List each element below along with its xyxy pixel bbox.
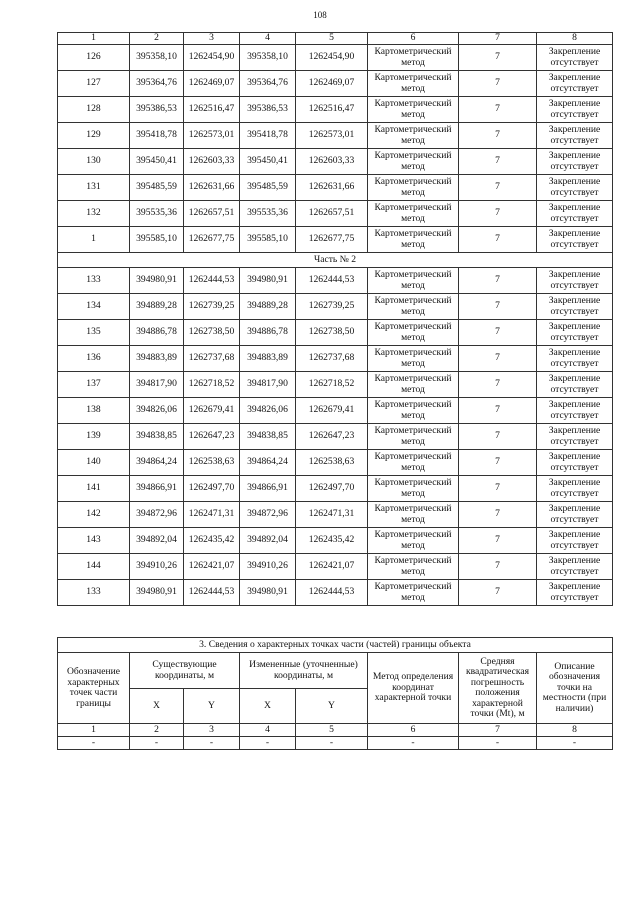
changed-y-cell: 1262454,90 (296, 45, 368, 71)
changed-y-cell: 1262469,07 (296, 71, 368, 97)
point-number-cell: 141 (58, 476, 130, 502)
column-number: 7 (459, 33, 537, 45)
table-row (58, 123, 613, 149)
empty-cell: - (537, 737, 613, 750)
changed-x-cell: 394883,89 (240, 346, 296, 372)
boundary-points-body (58, 33, 613, 606)
existing-x-cell: 394889,28 (130, 294, 184, 320)
point-number-cell: 142 (58, 502, 130, 528)
marking-cell: Закрепление отсутствует (537, 502, 613, 528)
changed-x-cell: 395450,41 (240, 149, 296, 175)
method-cell: Картометрический метод (368, 424, 459, 450)
changed-y-cell: 1262739,25 (296, 294, 368, 320)
accuracy-cell: 7 (459, 175, 537, 201)
existing-x-cell: 395485,59 (130, 175, 184, 201)
marking-cell: Закрепление отсутствует (537, 528, 613, 554)
accuracy-cell: 7 (459, 476, 537, 502)
existing-y-cell: 1262497,70 (184, 476, 240, 502)
accuracy-cell: 7 (459, 372, 537, 398)
existing-y-cell: 1262469,07 (184, 71, 240, 97)
changed-x-cell: 394886,78 (240, 320, 296, 346)
table-row (58, 372, 613, 398)
marking-header: Описание обозначения точки на местности (при наличии) (537, 653, 613, 724)
boundary-points-table (57, 32, 613, 606)
table-row (58, 476, 613, 502)
point-number-cell: 143 (58, 528, 130, 554)
point-number-cell: 137 (58, 372, 130, 398)
existing-x-cell: 394980,91 (130, 268, 184, 294)
changed-x-cell: 394826,06 (240, 398, 296, 424)
method-cell: Картометрический метод (368, 476, 459, 502)
section3-column-number-row (58, 724, 613, 737)
changed-x-header: X (240, 689, 296, 724)
existing-x-cell: 394910,26 (130, 554, 184, 580)
empty-cell: - (459, 737, 537, 750)
method-cell: Картометрический метод (368, 346, 459, 372)
changed-coords-header: Измененные (уточненные) координаты, м (240, 653, 368, 689)
column-number: 3 (184, 724, 240, 737)
accuracy-cell: 7 (459, 346, 537, 372)
table-row (58, 294, 613, 320)
changed-y-cell: 1262497,70 (296, 476, 368, 502)
method-cell: Картометрический метод (368, 502, 459, 528)
column-number: 8 (537, 33, 613, 45)
changed-x-cell: 394910,26 (240, 554, 296, 580)
marking-cell: Закрепление отсутствует (537, 476, 613, 502)
empty-cell: - (130, 737, 184, 750)
changed-x-cell: 395364,76 (240, 71, 296, 97)
method-cell: Картометрический метод (368, 554, 459, 580)
marking-cell: Закрепление отсутствует (537, 554, 613, 580)
method-cell: Картометрический метод (368, 71, 459, 97)
point-designation-header: Обозначение характерных точек части границы (58, 653, 130, 724)
accuracy-cell: 7 (459, 320, 537, 346)
existing-x-cell: 395535,36 (130, 201, 184, 227)
changed-y-cell: 1262603,33 (296, 149, 368, 175)
existing-x-cell: 395364,76 (130, 71, 184, 97)
point-number-cell: 130 (58, 149, 130, 175)
existing-x-cell: 394826,06 (130, 398, 184, 424)
existing-y-cell: 1262454,90 (184, 45, 240, 71)
point-number-cell: 138 (58, 398, 130, 424)
method-cell: Картометрический метод (368, 175, 459, 201)
column-number: 1 (58, 724, 130, 737)
existing-y-cell: 1262677,75 (184, 227, 240, 253)
marking-cell: Закрепление отсутствует (537, 149, 613, 175)
point-number-cell: 129 (58, 123, 130, 149)
point-number-cell: 139 (58, 424, 130, 450)
accuracy-cell: 7 (459, 97, 537, 123)
marking-cell: Закрепление отсутствует (537, 424, 613, 450)
changed-x-cell: 394838,85 (240, 424, 296, 450)
point-number-cell: 136 (58, 346, 130, 372)
existing-y-cell: 1262471,31 (184, 502, 240, 528)
table-row (58, 502, 613, 528)
method-cell: Картометрический метод (368, 450, 459, 476)
existing-y-cell: 1262603,33 (184, 149, 240, 175)
method-cell: Картометрический метод (368, 97, 459, 123)
point-number-cell: 135 (58, 320, 130, 346)
point-number-cell: 127 (58, 71, 130, 97)
existing-x-cell: 394864,24 (130, 450, 184, 476)
marking-cell: Закрепление отсутствует (537, 346, 613, 372)
existing-x-cell: 395418,78 (130, 123, 184, 149)
table-row (58, 149, 613, 175)
accuracy-cell: 7 (459, 71, 537, 97)
changed-y-cell: 1262631,66 (296, 175, 368, 201)
marking-cell: Закрепление отсутствует (537, 294, 613, 320)
existing-y-header: Y (184, 689, 240, 724)
empty-cell: - (296, 737, 368, 750)
accuracy-cell: 7 (459, 502, 537, 528)
accuracy-cell: 7 (459, 528, 537, 554)
changed-x-cell: 395585,10 (240, 227, 296, 253)
accuracy-cell: 7 (459, 294, 537, 320)
existing-x-cell: 394817,90 (130, 372, 184, 398)
method-cell: Картометрический метод (368, 45, 459, 71)
existing-x-cell: 395450,41 (130, 149, 184, 175)
table-row (58, 580, 613, 606)
changed-y-cell: 1262435,42 (296, 528, 368, 554)
column-number: 4 (240, 724, 296, 737)
marking-cell: Закрепление отсутствует (537, 201, 613, 227)
changed-y-cell: 1262421,07 (296, 554, 368, 580)
point-number-cell: 144 (58, 554, 130, 580)
column-number: 6 (368, 33, 459, 45)
existing-y-cell: 1262516,47 (184, 97, 240, 123)
marking-cell: Закрепление отсутствует (537, 268, 613, 294)
empty-cell: - (184, 737, 240, 750)
changed-x-cell: 394889,28 (240, 294, 296, 320)
accuracy-cell: 7 (459, 398, 537, 424)
changed-x-cell: 395535,36 (240, 201, 296, 227)
existing-x-cell: 395585,10 (130, 227, 184, 253)
point-number-cell: 1 (58, 227, 130, 253)
changed-y-cell: 1262444,53 (296, 580, 368, 606)
changed-x-cell: 394980,91 (240, 268, 296, 294)
column-number: 3 (184, 33, 240, 45)
marking-cell: Закрепление отсутствует (537, 45, 613, 71)
point-number-cell: 133 (58, 268, 130, 294)
method-cell: Картометрический метод (368, 528, 459, 554)
section3-table (57, 637, 613, 750)
accuracy-cell: 7 (459, 580, 537, 606)
table-row (58, 71, 613, 97)
existing-x-cell: 394866,91 (130, 476, 184, 502)
point-number-cell: 140 (58, 450, 130, 476)
accuracy-cell: 7 (459, 149, 537, 175)
table-row (58, 528, 613, 554)
changed-y-cell: 1262677,75 (296, 227, 368, 253)
existing-x-cell: 395386,53 (130, 97, 184, 123)
method-cell: Картометрический метод (368, 320, 459, 346)
method-cell: Картометрический метод (368, 201, 459, 227)
section3-header-row (58, 653, 613, 689)
accuracy-cell: 7 (459, 201, 537, 227)
point-number-cell: 131 (58, 175, 130, 201)
changed-x-cell: 394980,91 (240, 580, 296, 606)
column-number-row (58, 33, 613, 45)
method-cell: Картометрический метод (368, 294, 459, 320)
point-number-cell: 133 (58, 580, 130, 606)
changed-y-cell: 1262738,50 (296, 320, 368, 346)
changed-y-cell: 1262718,52 (296, 372, 368, 398)
existing-y-cell: 1262738,50 (184, 320, 240, 346)
marking-cell: Закрепление отсутствует (537, 320, 613, 346)
marking-cell: Закрепление отсутствует (537, 71, 613, 97)
empty-cell: - (368, 737, 459, 750)
existing-x-cell: 394892,04 (130, 528, 184, 554)
table-row (58, 450, 613, 476)
existing-y-cell: 1262421,07 (184, 554, 240, 580)
existing-x-header: X (130, 689, 184, 724)
marking-cell: Закрепление отсутствует (537, 450, 613, 476)
table-row (58, 320, 613, 346)
changed-x-cell: 395418,78 (240, 123, 296, 149)
column-number: 4 (240, 33, 296, 45)
empty-cell: - (240, 737, 296, 750)
existing-y-cell: 1262444,53 (184, 268, 240, 294)
method-cell: Картометрический метод (368, 227, 459, 253)
accuracy-cell: 7 (459, 268, 537, 294)
marking-cell: Закрепление отсутствует (537, 580, 613, 606)
accuracy-cell: 7 (459, 227, 537, 253)
method-cell: Картометрический метод (368, 149, 459, 175)
table-row (58, 268, 613, 294)
point-number-cell: 128 (58, 97, 130, 123)
column-number: 1 (58, 33, 130, 45)
existing-y-cell: 1262538,63 (184, 450, 240, 476)
part-heading-row (58, 253, 613, 268)
table-row (58, 201, 613, 227)
accuracy-cell: 7 (459, 45, 537, 71)
method-cell: Картометрический метод (368, 268, 459, 294)
table-row (58, 398, 613, 424)
changed-x-cell: 395358,10 (240, 45, 296, 71)
accuracy-cell: 7 (459, 123, 537, 149)
changed-y-cell: 1262679,41 (296, 398, 368, 424)
accuracy-header: Средняя квадратическая погрешность положения характерной точки (Mt), м (459, 653, 537, 724)
changed-y-cell: 1262516,47 (296, 97, 368, 123)
table-row (58, 97, 613, 123)
changed-y-cell: 1262737,68 (296, 346, 368, 372)
column-number: 2 (130, 724, 184, 737)
table-row (58, 175, 613, 201)
changed-y-cell: 1262657,51 (296, 201, 368, 227)
accuracy-cell: 7 (459, 424, 537, 450)
changed-y-cell: 1262538,63 (296, 450, 368, 476)
point-number-cell: 126 (58, 45, 130, 71)
changed-y-cell: 1262471,31 (296, 502, 368, 528)
empty-cell: - (58, 737, 130, 750)
existing-y-cell: 1262718,52 (184, 372, 240, 398)
point-number-cell: 134 (58, 294, 130, 320)
existing-x-cell: 394883,89 (130, 346, 184, 372)
marking-cell: Закрепление отсутствует (537, 123, 613, 149)
existing-y-cell: 1262657,51 (184, 201, 240, 227)
changed-y-cell: 1262573,01 (296, 123, 368, 149)
marking-cell: Закрепление отсутствует (537, 175, 613, 201)
changed-x-cell: 394864,24 (240, 450, 296, 476)
column-number: 5 (296, 724, 368, 737)
table-row (58, 346, 613, 372)
changed-y-cell: 1262444,53 (296, 268, 368, 294)
accuracy-cell: 7 (459, 554, 537, 580)
changed-x-cell: 395386,53 (240, 97, 296, 123)
section3-title: 3. Сведения о характерных точках части (частей) границы объекта (58, 638, 613, 653)
point-number-cell: 132 (58, 201, 130, 227)
existing-y-cell: 1262435,42 (184, 528, 240, 554)
existing-x-cell: 394872,96 (130, 502, 184, 528)
method-header: Метод определения координат характерной точки (368, 653, 459, 724)
changed-x-cell: 394872,96 (240, 502, 296, 528)
existing-y-cell: 1262739,25 (184, 294, 240, 320)
part-heading: Часть № 2 (58, 253, 613, 268)
column-number: 7 (459, 724, 537, 737)
table-row (58, 424, 613, 450)
existing-y-cell: 1262573,01 (184, 123, 240, 149)
existing-x-cell: 394838,85 (130, 424, 184, 450)
existing-x-cell: 394980,91 (130, 580, 184, 606)
changed-x-cell: 394892,04 (240, 528, 296, 554)
existing-y-cell: 1262737,68 (184, 346, 240, 372)
page-number: 108 (313, 10, 327, 20)
changed-y-header: Y (296, 689, 368, 724)
existing-x-cell: 395358,10 (130, 45, 184, 71)
changed-y-cell: 1262647,23 (296, 424, 368, 450)
section3-title-row (58, 638, 613, 653)
table-row (58, 45, 613, 71)
method-cell: Картометрический метод (368, 372, 459, 398)
existing-y-cell: 1262444,53 (184, 580, 240, 606)
table-row (58, 554, 613, 580)
method-cell: Картометрический метод (368, 580, 459, 606)
existing-coords-header: Существующие координаты, м (130, 653, 240, 689)
column-number: 2 (130, 33, 184, 45)
marking-cell: Закрепление отсутствует (537, 227, 613, 253)
existing-y-cell: 1262679,41 (184, 398, 240, 424)
method-cell: Картометрический метод (368, 123, 459, 149)
existing-y-cell: 1262631,66 (184, 175, 240, 201)
existing-y-cell: 1262647,23 (184, 424, 240, 450)
column-number: 6 (368, 724, 459, 737)
marking-cell: Закрепление отсутствует (537, 372, 613, 398)
changed-x-cell: 394817,90 (240, 372, 296, 398)
table-row (58, 227, 613, 253)
marking-cell: Закрепление отсутствует (537, 398, 613, 424)
section3-empty-row (58, 737, 613, 750)
changed-x-cell: 395485,59 (240, 175, 296, 201)
column-number: 8 (537, 724, 613, 737)
column-number: 5 (296, 33, 368, 45)
changed-x-cell: 394866,91 (240, 476, 296, 502)
marking-cell: Закрепление отсутствует (537, 97, 613, 123)
existing-x-cell: 394886,78 (130, 320, 184, 346)
accuracy-cell: 7 (459, 450, 537, 476)
method-cell: Картометрический метод (368, 398, 459, 424)
